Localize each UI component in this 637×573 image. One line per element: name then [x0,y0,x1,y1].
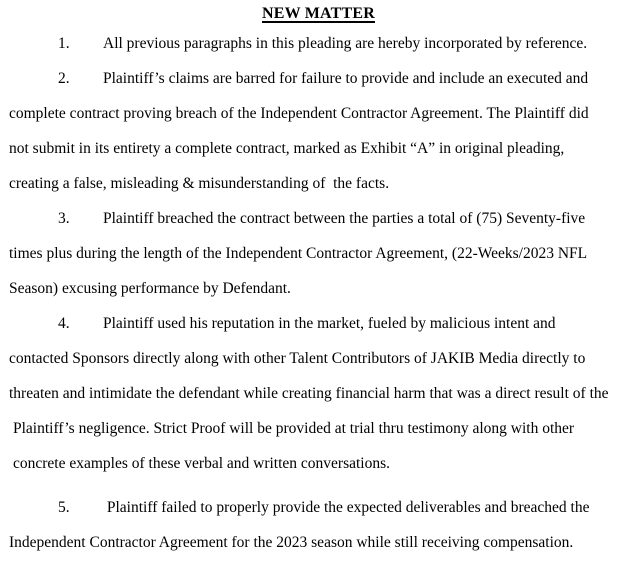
paragraph-2-number: 2. [58,70,70,87]
paragraph-4-text: Plaintiff used his reputation in the market, fueled by malicious intent and [103,315,556,332]
paragraph-4-number: 4. [58,315,70,332]
paragraph-2-line-1 [0,61,637,96]
paragraph-2-line-4: creating a false, misleading & misunderstanding of the facts. [9,175,390,192]
paragraph-3-line-1 [0,201,637,236]
paragraph-4-line-2: contacted Sponsors directly along with other Talent Contributors of JAKIB Media directly to [9,350,586,367]
paragraph-2-line-2: complete contract proving breach of the Independent Contractor Agreement. The Plaintiff did [9,105,589,122]
paragraph-5-number: 5. [58,499,70,516]
section-heading-wrap [0,0,637,26]
paragraph-4-line-4: Plaintiff’s negligence. Strict Proof will be provided at trial thru testimony along with other [13,420,575,437]
paragraph-1-line-1 [0,26,637,61]
paragraph-5-line-2: Independent Contractor Agreement for the 2023 season while still receiving compensation. [9,534,574,551]
paragraph-1-number: 1. [58,35,70,52]
paragraph-5-line-1 [0,490,637,525]
paragraph-4-line-5: concrete examples of these verbal and written conversations. [13,455,391,472]
paragraph-3-number: 3. [58,210,70,227]
paragraph-4-line-3: threaten and intimidate the defendant while creating financial harm that was a direct result of the [9,385,609,402]
paragraph-1-text: All previous paragraphs in this pleading are hereby incorporated by reference. [103,35,588,52]
paragraph-3-line-2: times plus during the length of the Independent Contractor Agreement, (22-Weeks/2023 NFL [9,245,588,262]
paragraph-2-line-3: not submit in its entirety a complete contract, marked as Exhibit “A” in original pleading, [9,140,565,157]
paragraph-2-text: Plaintiff’s claims are barred for failure to provide and include an executed and [103,70,589,87]
section-heading-new-matter: NEW MATTER [262,5,375,22]
paragraph-4-line-1 [0,306,637,341]
paragraph-5-text: Plaintiff failed to properly provide the expected deliverables and breached the [103,499,590,516]
paragraph-3-text: Plaintiff breached the contract between the parties a total of (75) Seventy-five [103,210,586,227]
paragraph-3-line-3: Season) excusing performance by Defendant. [9,280,291,297]
